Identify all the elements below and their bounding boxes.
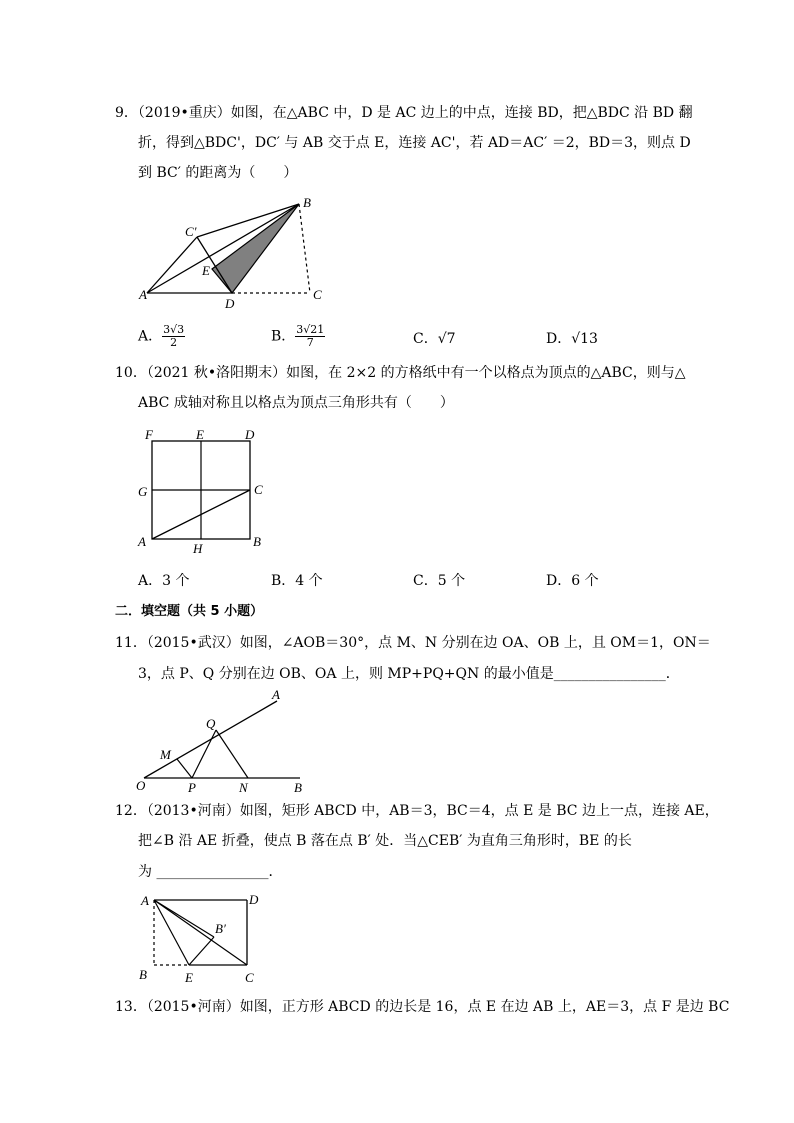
q11-text-line2: 3，点 P、Q 分别在边 OB、OA 上，则 MP+PQ+QN 的最小值是________________． [138, 666, 680, 682]
q9-label-c1: C' [185, 224, 197, 239]
q11-segment-mp [177, 759, 192, 778]
q10-label-f: F [145, 427, 153, 442]
q9-segment-bc [299, 204, 310, 293]
q11-label-p: P [188, 780, 196, 795]
q10-text-line2: ABC 成轴对称且以格点为顶点三角形共有（ ） [138, 395, 454, 411]
q12-label-e: E [185, 970, 193, 985]
q9-option-a-numerator: 3√3 [163, 323, 185, 336]
q9-text-line2: 折，得到△BDC'，DC′ 与 AB 交于点 E，连接 AC'，若 AD＝AC′ ＝2，BD＝3，则点 D [138, 135, 691, 151]
q9-label-d: D [225, 296, 235, 311]
q9-label-a: A [139, 287, 147, 302]
q9-option-b-numerator: 3√21 [296, 323, 325, 336]
q9-option-b-denominator: 7 [306, 336, 314, 349]
q10-text-line1: 10．（2021 秋•洛阳期末）如图，在 2×2 的方格纸中有一个以格点为顶点的△ABC，则与△ [115, 365, 686, 381]
q9-label-e: E [202, 263, 210, 278]
q9-segment-ac1 [147, 237, 197, 293]
q12-figure [135, 888, 275, 990]
q10-option-b[interactable]: B．4 个 [271, 573, 323, 589]
q10-option-c[interactable]: C．5 个 [413, 573, 466, 589]
q12-label-b: B [139, 967, 147, 982]
q9-text-line1: 9．（2019•重庆）如图，在△ABC 中，D 是 AC 边上的中点，连接 BD，把△BDC 沿 BD 翻 [115, 105, 693, 121]
q10-label-h: H [193, 541, 203, 556]
q11-label-n: N [239, 780, 248, 795]
q9-option-c[interactable]: C．√7 [413, 331, 456, 347]
q11-figure [132, 688, 312, 796]
q12-label-b1: B′ [215, 921, 226, 936]
q10-option-d[interactable]: D．6 个 [546, 573, 599, 589]
q9-label-c: C [313, 287, 322, 302]
q9-option-b[interactable]: B． $\frac{3√21}{7}$ [271, 323, 325, 349]
q10-label-b: B [253, 534, 261, 549]
q11-label-m: M [160, 747, 171, 762]
q9-label-b: B [303, 195, 311, 210]
q9-option-a[interactable]: A． $\frac{3√3}{2}$ [138, 323, 185, 349]
q12-segment-ab1 [154, 900, 214, 937]
q11-text-line1: 11．（2015•武汉）如图，∠AOB＝30°，点 M、N 分别在边 OA、OB 上，且 OM＝1，ON＝ [115, 635, 711, 651]
q11-label-b: B [294, 780, 302, 795]
q12-text-line2: 把∠B 沿 AE 折叠，使点 B 落在点 B′ 处．当△CEB′ 为直角三角形时，BE 的长 [138, 833, 632, 849]
q11-label-o: O [136, 778, 146, 793]
q11-ray-oa [144, 701, 277, 778]
q12-segment-b1e [189, 937, 214, 965]
q12-segment-ac [154, 900, 247, 965]
q9-option-d[interactable]: D．√13 [546, 331, 598, 347]
q10-label-d: D [245, 427, 255, 442]
q12-label-c: C [245, 970, 254, 985]
q11-segment-qn [216, 730, 248, 778]
q10-option-a[interactable]: A．3 个 [138, 573, 190, 589]
q9-option-a-denominator: 2 [170, 336, 178, 349]
q10-label-g: G [138, 484, 148, 499]
q9-text-line3: 到 BC′ 的距离为（ ） [138, 165, 298, 181]
q12-segment-ae [154, 900, 189, 965]
q12-text-line3: 为 ________________． [138, 864, 283, 880]
q11-label-a: A [272, 688, 280, 702]
q9-figure [135, 193, 335, 313]
q12-label-a: A [141, 893, 149, 908]
q13-text-line1: 13．（2015•河南）如图，正方形 ABCD 的边长是 16，点 E 在边 AB 上，AE＝3，点 F 是边 BC [115, 999, 730, 1015]
q12-text-line1: 12．（2013•河南）如图，矩形 ABCD 中，AB＝3，BC＝4，点 E 是 BC 边上一点，连接 AE， [115, 803, 719, 819]
q11-segment-pq [192, 730, 216, 778]
q10-label-c: C [254, 482, 263, 497]
q12-label-d: D [249, 892, 259, 907]
q10-label-a: A [138, 534, 146, 549]
q9-shaded-triangle [212, 204, 299, 293]
section-heading: 二．填空题（共 5 小题） [115, 604, 264, 619]
q10-grid-figure [135, 424, 270, 559]
q10-label-e: E [196, 427, 204, 442]
q11-label-q: Q [206, 716, 216, 731]
